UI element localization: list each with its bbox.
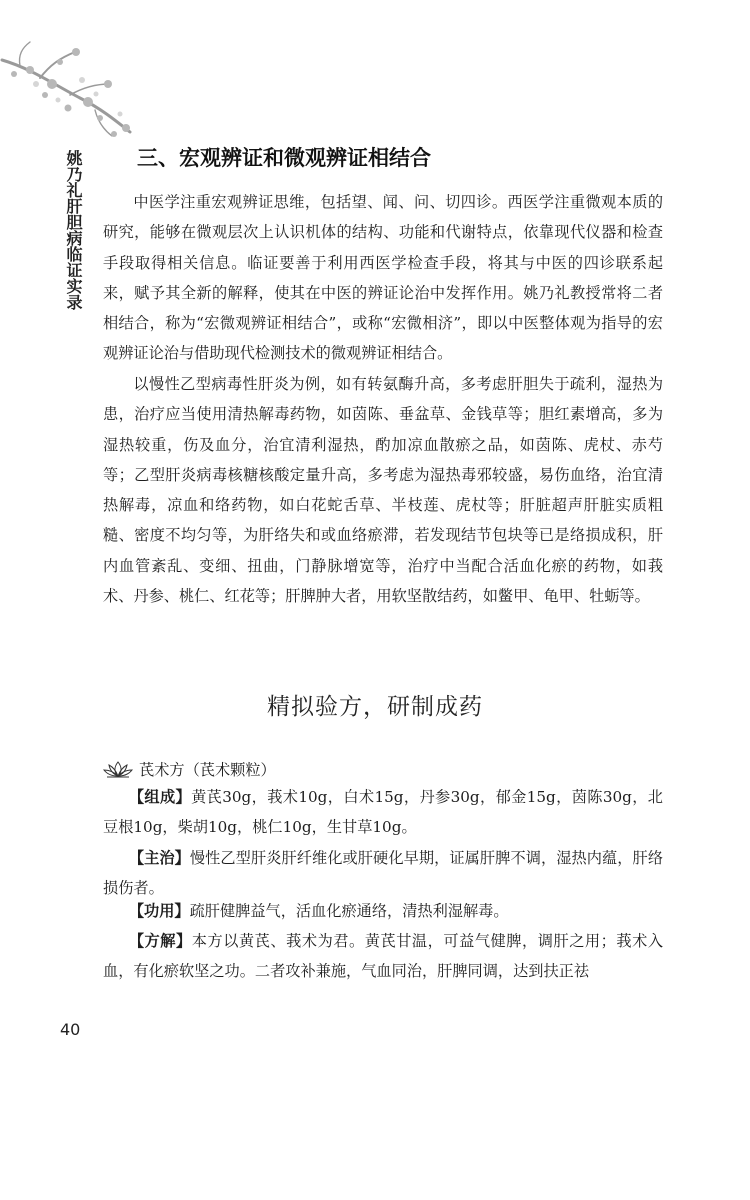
prescription-title — [103, 757, 276, 781]
paragraph-1: 中医学注重宏观辨证思维，包括望、闻、问、切四诊。西医学注重微观本质的研究，能够在微观层次上认识机体的结构、功能和代谢特点，依靠现代仪器和检查手段取得相关信息。临证要善于利用西医学检查手段，将其与中医的四诊联系起来，赋予其全新的解释，使其在中医的辨证论治中发挥作用。姚乃礼教授常将二者相结合，称为“宏微观辨证相结合”，或称“宏微相济”，即以中医整体观为指导的宏观辨证论治与借助现代检测技术的微观辨证相结合。 — [103, 193, 663, 363]
prescription-item-indication — [103, 843, 663, 904]
function-text: 疏肝健脾益气，活血化瘀通络，清热利湿解毒。 — [189, 902, 509, 920]
explanation-label: 【方解】 — [128, 932, 192, 950]
book-title-vertical: 姚乃礼肝胆病临证实录 — [64, 150, 83, 310]
prescription-item-composition — [103, 782, 663, 843]
composition-label: 【组成】 — [128, 788, 192, 806]
prescription-title-text: 芪术方（芪术颗粒） — [139, 760, 276, 779]
prescription-item-function — [103, 896, 663, 926]
chapter-heading: 精拟验方，研制成药 — [267, 694, 483, 720]
indication-label: 【主治】 — [128, 849, 190, 867]
paragraph-2: 以慢性乙型病毒性肝炎为例，如有转氨酶升高，多考虑肝胆失于疏利，湿热为患，治疗应当使用清热解毒药物，如茵陈、垂盆草、金钱草等；胆红素增高，多为湿热较重，伤及血分，治宜清利湿热，酌加凉血散瘀之品，如茵陈、虎杖、赤芍等；乙型肝炎病毒核糖核酸定量升高，多考虑为湿热毒邪较盛，易伤血络，治宜清热解毒，凉血和络药物，如白花蛇舌草、半枝莲、虎杖等；肝脏超声肝脏实质粗糙、密度不均匀等，为肝络失和或血络瘀滞，若发现结节包块等已是络损成积，肝内血管紊乱、变细、扭曲，门静脉增宽等，治疗中当配合活血化瘀的药物，如莪术、丹参、桃仁、红花等；肝脾肿大者，用软坚散结药，如鳖甲、龟甲、牡蛎等。 — [103, 375, 663, 606]
prescription-item-explanation — [103, 926, 663, 987]
lotus-icon — [103, 759, 133, 779]
composition-text: 黄芪30g，莪术10g，白术15g，丹参30g，郁金15g，茵陈30g，北豆根10g，柴胡10g，桃仁10g，生甘草10g。 — [103, 788, 663, 837]
function-label: 【功用】 — [128, 902, 190, 920]
page-number: 40 — [60, 1020, 81, 1039]
indication-text: 慢性乙型肝炎肝纤维化或肝硬化早期，证属肝脾不调，湿热内蕴，肝络损伤者。 — [103, 849, 664, 898]
plum-blossom-branch-icon — [0, 40, 160, 140]
section-heading: 三、宏观辨证和微观辨证相结合 — [137, 146, 431, 170]
explanation-text: 本方以黄芪、莪术为君。黄芪甘温，可益气健脾，调肝之用；莪术入血，有化瘀软坚之功。二者攻补兼施，气血同治，肝脾同调，达到扶正祛 — [103, 932, 664, 981]
